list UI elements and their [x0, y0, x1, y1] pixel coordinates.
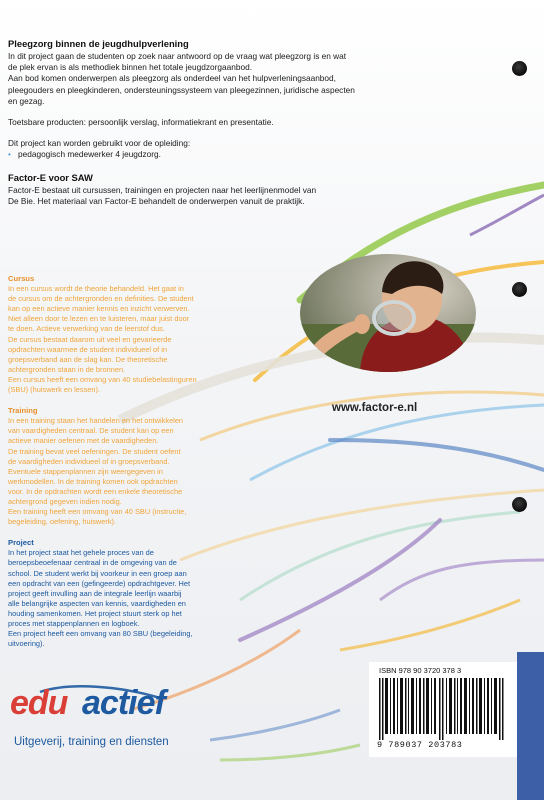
cursus-text	[8, 284, 232, 395]
text-line: de vaardigheden individueel of in groepsverband.	[8, 456, 170, 466]
intro-title: Pleegzorg binnen de jeugdhulpverlening	[8, 38, 189, 49]
text-line: een opdracht van een (gefingeerde) opdrachtgever. Het	[8, 578, 191, 588]
text-line: uitvoering).	[8, 639, 45, 649]
photo-illustration	[300, 254, 476, 372]
website-link[interactable]: www.factor-e.nl	[332, 402, 418, 414]
binder-hole	[512, 282, 527, 297]
text-line: begeleiding, oefening, huiswerk).	[8, 517, 117, 527]
text-line: proces met stappenplannen en logboek.	[8, 619, 140, 628]
text-line: van vaardigheden centraal. De student kan op een	[8, 426, 174, 436]
child-magnifier-photo	[300, 254, 476, 372]
intro-line: pleegouders en pleegkinderen, ondersteuningssysteem van pleegezinnen, juridische aspecten	[8, 84, 355, 95]
text-line: de cursus om de achtergronden en definities. De student	[8, 294, 194, 304]
usage-item	[8, 149, 408, 160]
text-line: houding samenkomen. Het project stuurt sterk op het	[8, 608, 182, 618]
binder-hole	[512, 61, 527, 76]
text-line: opdrachten waarmee de student individueel of in	[8, 344, 168, 354]
factor-title: Factor-E voor SAW	[8, 171, 93, 183]
intro-line: de plek ervan is als methodiek binnen het totale jeugdzorgaanbod.	[8, 62, 253, 73]
text-line: Niet alleen door te lezen en te luisteren, maar juist door	[8, 314, 190, 324]
edu-actief-logo	[10, 684, 210, 754]
text-line: actieve manier oefenen met de vaardigheden.	[8, 436, 159, 446]
text-line: werkmodellen. In de training komen ook opdrachten	[8, 476, 178, 486]
text-line: Een training heeft een omvang van 40 SBU (instructie,	[8, 507, 187, 517]
text-line: te doen. Actieve verwerking van de leerstof dus.	[8, 324, 165, 334]
intro-section	[8, 38, 408, 217]
intro-line: Aan bod komen onderwerpen als pleegzorg als onderdeel van het hulpverleningsaanbod,	[8, 73, 336, 84]
training-text	[8, 416, 232, 527]
training-title: Training	[8, 406, 38, 416]
bullet-icon: •	[8, 149, 11, 160]
text-line: (SBU) (huiswerk en lessen).	[8, 385, 101, 395]
text-line: achtergronden staan in de bronnen.	[8, 364, 126, 374]
cursus-section	[8, 274, 232, 395]
intro-line: In dit project gaan de studenten op zoek naar antwoord op de vraag wat pleegzorg is en wat	[8, 51, 347, 61]
factor-paragraph	[8, 185, 408, 207]
text-line: achtergrond gegeven indien nodig.	[8, 496, 122, 506]
logo-part-actief: actief	[82, 684, 165, 722]
factor-line: De Bie. Het materiaal van Factor-E behandelt de onderwerpen vanuit de praktijk.	[8, 195, 305, 206]
text-line: Een cursus heeft een omvang van 40 studiebelastinguren	[8, 374, 197, 384]
binder-hole	[512, 497, 527, 512]
project-text	[8, 548, 232, 649]
project-section	[8, 538, 232, 649]
isbn-label: ISBN 978 90 3720 378 3	[379, 666, 462, 675]
text-line: De cursus bestaat daarom uit veel en gevarieerde	[8, 334, 172, 344]
text-line: In een cursus wordt de theorie behandeld. Het gaat in	[8, 284, 184, 294]
usage-intro: Dit project kan worden gebruikt voor de opleiding:	[8, 138, 191, 149]
text-line: kan op een actieve manier kennis en inzicht verwerven.	[8, 304, 190, 314]
course-types	[8, 274, 232, 660]
text-line: alle belangrijke aspecten van kennis, vaardigheden en	[8, 598, 186, 608]
text-line: In een training staan het handelen en het ontwikkelen	[8, 416, 184, 426]
project-title: Project	[8, 538, 34, 548]
text-line: school. De student werkt bij voorkeur in een groep aan	[8, 568, 187, 578]
barcode-box	[369, 662, 517, 757]
text-line: beroepsbeoefenaar centraal in de omgeving van de	[8, 558, 177, 568]
text-line: In het project staat het gehele proces van de	[8, 548, 154, 558]
usage-block	[8, 138, 408, 160]
logo-part-edu: edu	[10, 684, 68, 722]
cursus-title: Cursus	[8, 274, 35, 283]
spine-accent-bar	[517, 652, 544, 800]
barcode-digits: 9 789037 203783	[377, 740, 463, 750]
usage-list	[8, 149, 408, 160]
intro-paragraph	[8, 51, 408, 107]
text-line: Een project heeft een omvang van 80 SBU (begeleiding,	[8, 629, 193, 639]
text-line: Eventuele stappenplannen zijn weergegeven in	[8, 466, 163, 476]
text-line: voor. In de opdrachten wordt een enkele theoretische	[8, 486, 183, 496]
text-line: groepsverband aan de slag kan. De theoretische	[8, 354, 168, 364]
intro-line: en gezag.	[8, 95, 45, 106]
factor-line: Factor-E bestaat uit cursussen, trainingen en projecten naar het leerlijnenmodel van	[8, 184, 317, 195]
text-line: project geeft invulling aan de integrale leerlijn waarbij	[8, 588, 182, 598]
products-text: Toetsbare producten: persoonlijk verslag, informatiekrant en presentatie.	[8, 117, 274, 128]
usage-item-text: pedagogisch medewerker 4 jeugdzorg.	[18, 149, 161, 160]
logo-tagline: Uitgeverij, training en diensten	[14, 736, 169, 748]
text-line: De training bevat veel oefeningen. De student oefent	[8, 446, 181, 456]
barcode-icon	[379, 678, 505, 740]
training-section	[8, 406, 232, 527]
